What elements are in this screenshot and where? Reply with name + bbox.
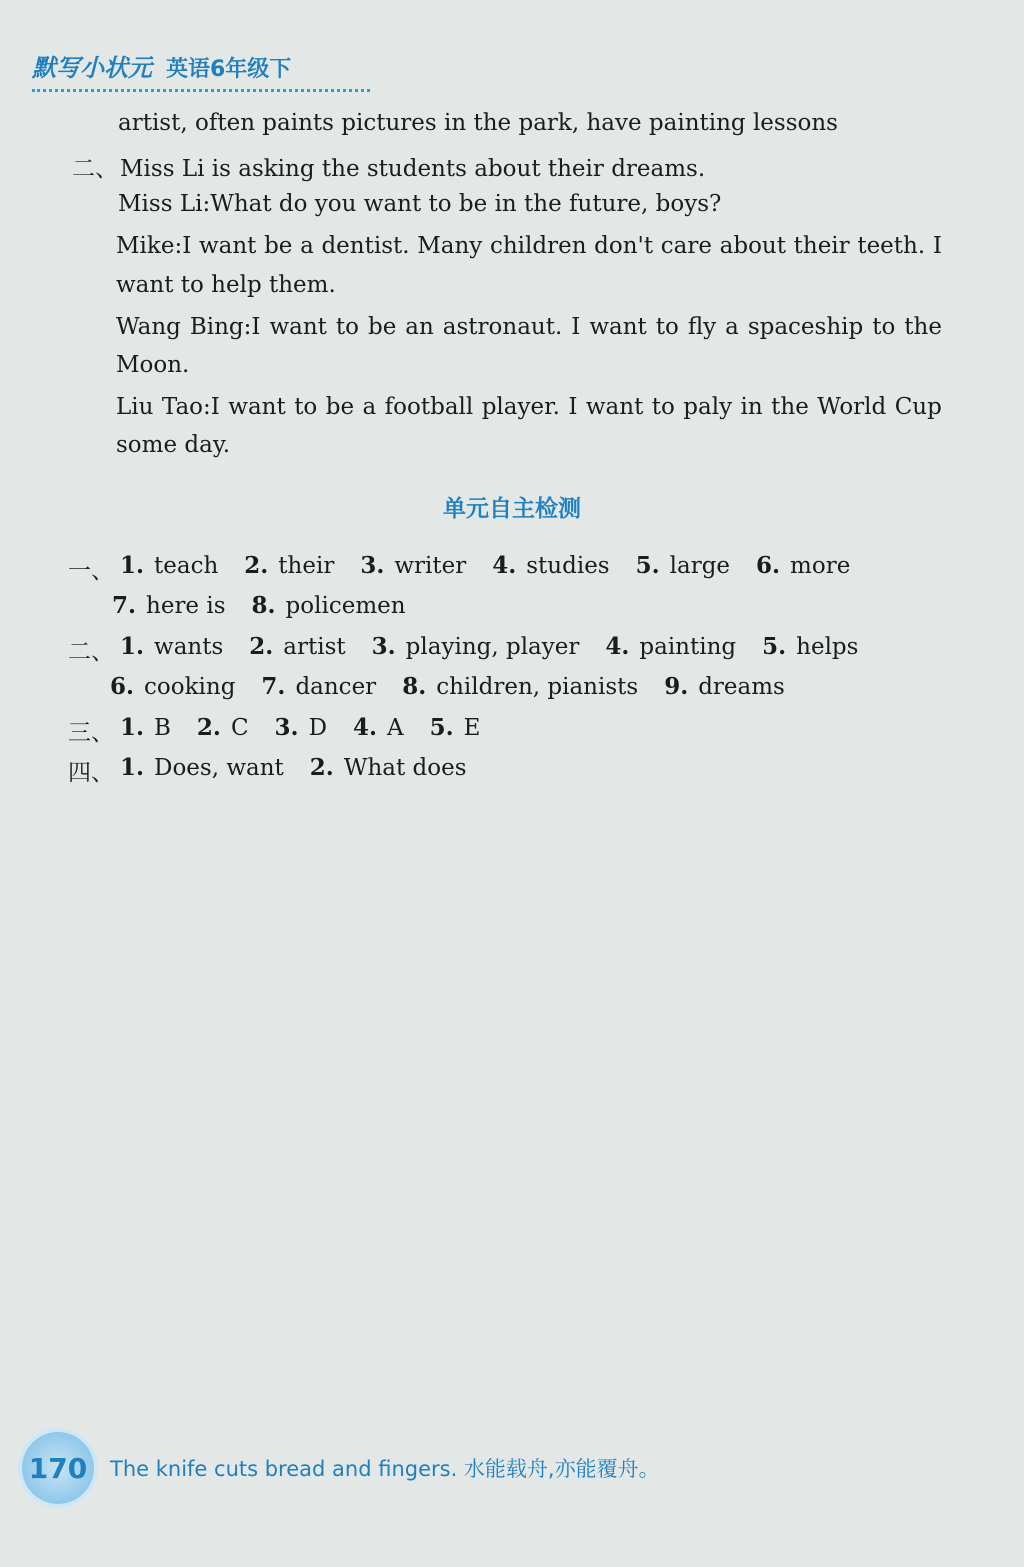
- answer-text: helps: [796, 634, 859, 660]
- word: I: [932, 233, 942, 259]
- passage-line-8: [116, 394, 942, 420]
- word: Liu: [116, 394, 154, 420]
- answer-text: large: [669, 553, 731, 579]
- word: want: [198, 233, 257, 259]
- page-number: 170: [22, 1432, 94, 1504]
- passage-line-3: Miss Li:What do you want to be in the future, boys?: [118, 191, 722, 217]
- passage-line-1: artist, often paints pictures in the park, have painting lessons: [118, 110, 838, 136]
- page-footer: [22, 1432, 660, 1504]
- word: a: [725, 314, 739, 340]
- word: an: [405, 314, 434, 340]
- brand-title: 默写小状元: [32, 54, 152, 82]
- answer-item: [197, 714, 249, 747]
- word: a: [300, 233, 314, 259]
- word: want: [585, 394, 644, 420]
- answer-item: [275, 714, 327, 747]
- answer-text: What does: [343, 755, 467, 781]
- word: be: [264, 233, 293, 259]
- answer-item: [372, 633, 580, 666]
- answer-row: [68, 633, 858, 666]
- answer-text: artist: [283, 634, 346, 660]
- answer-row: [112, 592, 406, 619]
- subject-title: 英语6年级下: [166, 57, 292, 82]
- answer-item: [605, 633, 736, 666]
- part-label: 四、: [68, 760, 114, 786]
- answer-number: 5.: [429, 714, 454, 741]
- word: Many: [417, 233, 483, 259]
- word: fly: [687, 314, 717, 340]
- word: children: [489, 233, 587, 259]
- word: to: [872, 314, 896, 340]
- answer-text: D: [308, 715, 328, 741]
- answer-text: dancer: [295, 674, 377, 700]
- answer-item: [252, 592, 406, 619]
- answer-item: [353, 714, 404, 747]
- word: to: [294, 394, 318, 420]
- answer-item: [120, 714, 171, 747]
- word: to: [651, 394, 675, 420]
- answer-item: [261, 673, 376, 700]
- part-label: 二、: [68, 639, 114, 665]
- answer-item: [360, 552, 466, 585]
- answer-text: here is: [146, 593, 226, 619]
- answer-number: 2.: [244, 552, 269, 579]
- word: football: [384, 394, 474, 420]
- answer-text: Does, want: [154, 755, 284, 781]
- part-label: 一、: [68, 558, 114, 584]
- answer-text: C: [230, 715, 249, 741]
- word: paly: [683, 394, 733, 420]
- answer-item: [110, 673, 235, 700]
- word: World: [817, 394, 887, 420]
- word: the: [771, 394, 809, 420]
- answer-text: policemen: [285, 593, 406, 619]
- word: want: [228, 394, 286, 420]
- answer-number: 3.: [274, 714, 299, 741]
- answer-item: [310, 754, 467, 787]
- word: be: [367, 314, 397, 340]
- answer-item: [664, 673, 785, 700]
- answer-number: 4.: [492, 552, 517, 579]
- answer-number: 5.: [762, 633, 787, 660]
- passage-line-7: Moon.: [116, 352, 190, 378]
- answer-item: [762, 633, 858, 666]
- word: Cup: [894, 394, 942, 420]
- answer-number: 1.: [120, 552, 145, 579]
- answer-number: 6.: [756, 552, 781, 579]
- word: don't: [594, 233, 654, 259]
- section-title: 单元自主检测: [443, 496, 581, 522]
- answer-number: 8.: [251, 592, 276, 619]
- word: to: [335, 314, 359, 340]
- word: player.: [481, 394, 560, 420]
- word: a: [362, 394, 377, 420]
- answer-number: 1.: [120, 754, 145, 781]
- word: want: [589, 314, 647, 340]
- passage-line-2: [72, 150, 705, 183]
- answer-number: 3.: [360, 552, 385, 579]
- answer-item: [120, 633, 223, 666]
- answer-text: more: [790, 553, 851, 579]
- answer-text: studies: [526, 553, 610, 579]
- answer-number: 2.: [196, 714, 221, 741]
- proverb: The knife cuts bread and fingers. 水能载舟,亦能覆舟。: [110, 1457, 660, 1481]
- answer-item: [244, 552, 334, 585]
- answer-row: [68, 552, 850, 585]
- word: care: [660, 233, 712, 259]
- word: I: [571, 314, 581, 340]
- passage-line-9: some day.: [116, 432, 231, 458]
- word: to: [655, 314, 679, 340]
- answer-text: children, pianists: [436, 674, 639, 700]
- answer-text: playing, player: [405, 634, 580, 660]
- word: I: [568, 394, 578, 420]
- answer-number: 2.: [309, 754, 334, 781]
- word: the: [904, 314, 942, 340]
- answer-number: 9.: [664, 673, 689, 700]
- answer-item: [120, 754, 284, 787]
- answer-number: 1.: [120, 633, 145, 660]
- word: their: [793, 233, 850, 259]
- answer-text: cooking: [144, 674, 236, 700]
- answer-row: [68, 754, 467, 787]
- answer-number: 4.: [353, 714, 378, 741]
- word: Wang: [116, 314, 181, 340]
- answer-number: 7.: [112, 592, 137, 619]
- answer-text: E: [463, 715, 481, 741]
- word: about: [719, 233, 786, 259]
- word: teeth.: [857, 233, 926, 259]
- answer-text: painting: [639, 634, 737, 660]
- word: be: [325, 394, 355, 420]
- word: spaceship: [747, 314, 864, 340]
- word: Mike:I: [116, 233, 192, 259]
- passage-line-6: [116, 314, 942, 340]
- part-label: 三、: [68, 720, 114, 746]
- word: Bing:I: [189, 314, 261, 340]
- page-header: [32, 48, 370, 92]
- answer-item: [430, 714, 481, 747]
- passage-line-5: want to help them.: [116, 272, 336, 298]
- answer-text: A: [387, 715, 404, 741]
- passage-line-4: [116, 233, 942, 259]
- word: dentist.: [321, 233, 410, 259]
- answer-number: 8.: [402, 673, 427, 700]
- answer-number: 7.: [261, 673, 286, 700]
- answer-item: [112, 592, 226, 619]
- word: want: [269, 314, 327, 340]
- word: astronaut.: [442, 314, 563, 340]
- word: in: [740, 394, 763, 420]
- word: Tao:I: [161, 394, 220, 420]
- answer-item: [636, 552, 730, 585]
- answer-number: 2.: [249, 633, 274, 660]
- answer-item: [249, 633, 345, 666]
- answer-text: wants: [154, 634, 224, 660]
- answer-number: 5.: [635, 552, 660, 579]
- answer-number: 4.: [605, 633, 630, 660]
- answer-item: [756, 552, 850, 585]
- section-marker: 二、: [72, 156, 118, 182]
- answer-text: teach: [154, 553, 219, 579]
- answer-row: [110, 673, 785, 700]
- answer-text: dreams: [698, 674, 785, 700]
- answer-number: 6.: [110, 673, 135, 700]
- answer-text: B: [154, 715, 171, 741]
- answer-number: 3.: [371, 633, 396, 660]
- answer-row: [68, 714, 480, 747]
- answer-text: writer: [394, 553, 467, 579]
- answer-text: their: [278, 553, 335, 579]
- answer-item: [120, 552, 218, 585]
- passage-text: Miss Li is asking the students about their dreams.: [120, 156, 706, 182]
- answer-item: [402, 673, 638, 700]
- answer-number: 1.: [120, 714, 145, 741]
- answer-item: [492, 552, 609, 585]
